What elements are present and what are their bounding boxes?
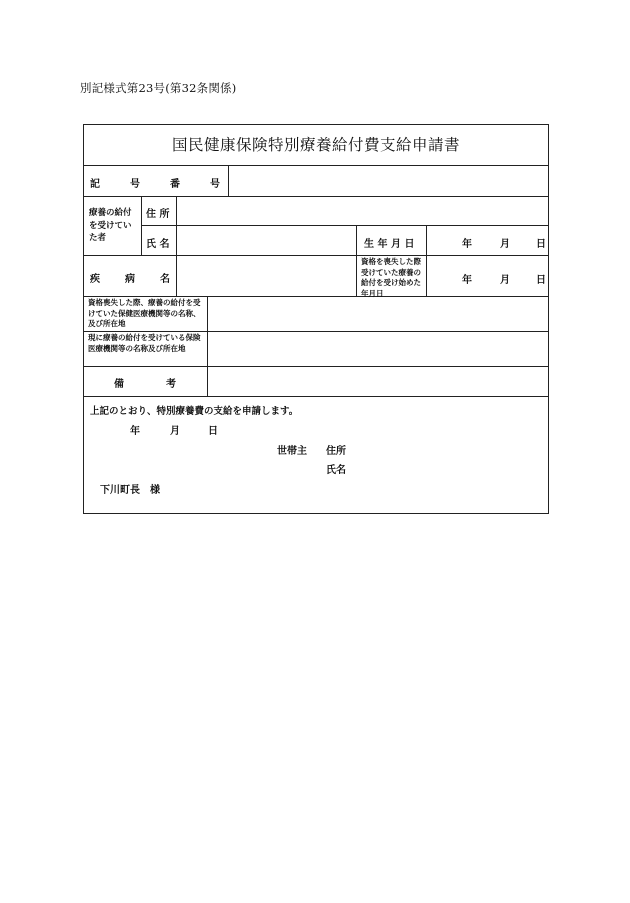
institution-current-field[interactable] [209, 333, 546, 365]
date-year-unit: 年 [130, 426, 140, 437]
application-form [83, 124, 549, 514]
birth-year-unit: 年 [462, 239, 472, 250]
birth-date-label: 生 年 月 日 [364, 239, 415, 250]
declaration-statement: 上記のとおり、特別療養費の支給を申請します。 [90, 406, 299, 417]
institution-at-loss-label: 資格喪失した際、療養の給付を受けていた保健医療機関等の名称、及び所在地 [88, 298, 201, 328]
rule-line [84, 165, 548, 166]
rule-line [84, 331, 548, 332]
date-day-unit: 日 [208, 426, 218, 437]
birth-day-unit: 日 [536, 239, 546, 250]
rule-line [84, 255, 548, 256]
rule-line [228, 165, 229, 196]
birth-date-field[interactable] [428, 227, 546, 254]
householder-label: 世帯主 [277, 446, 307, 457]
name-field[interactable] [178, 227, 354, 254]
remarks-field[interactable] [209, 368, 546, 395]
rule-line [426, 225, 427, 296]
rule-line [356, 225, 357, 296]
rule-line [84, 396, 548, 397]
loss-date-field[interactable] [428, 257, 546, 295]
rule-line [84, 366, 548, 367]
rule-line [207, 296, 208, 396]
rule-line [84, 196, 548, 197]
loss-year-unit: 年 [462, 275, 472, 286]
recipient-label: 療養の給付を受けていた者 [89, 208, 132, 243]
institution-current-label: 現に療養の給付を受けている保険医療機関等の名称及び所在地 [88, 333, 201, 353]
loss-day-unit: 日 [536, 275, 546, 286]
symbol-number-field[interactable] [230, 167, 546, 195]
rule-line [141, 225, 548, 226]
institution-at-loss-field[interactable] [209, 298, 546, 330]
address-label: 住 所 [146, 209, 170, 220]
form-title: 国民健康保険特別療養給付費支給申請書 [171, 136, 460, 154]
loss-month-unit: 月 [500, 275, 510, 286]
rule-line [84, 296, 548, 297]
disease-name-field[interactable] [178, 257, 354, 295]
symbol-number-label: 記 号 番 号 [90, 179, 220, 190]
loss-date-label: 資格を喪失した際受けていた療養の給付を受け始めた年月日 [361, 257, 421, 298]
householder-name-label: 氏名 [326, 465, 346, 476]
householder-address-label: 住所 [326, 446, 346, 457]
birth-month-unit: 月 [500, 239, 510, 250]
name-label: 氏 名 [146, 239, 170, 250]
disease-name-label: 疾 病 名 [90, 274, 170, 285]
date-month-unit: 月 [170, 426, 180, 437]
rule-line [176, 196, 177, 296]
address-field[interactable] [178, 198, 546, 224]
remarks-label: 備 考 [114, 379, 176, 390]
form-number-note: 別記様式第23号(第32条関係) [80, 81, 237, 95]
rule-line [141, 196, 142, 255]
addressee: 下川町長 様 [100, 485, 160, 496]
